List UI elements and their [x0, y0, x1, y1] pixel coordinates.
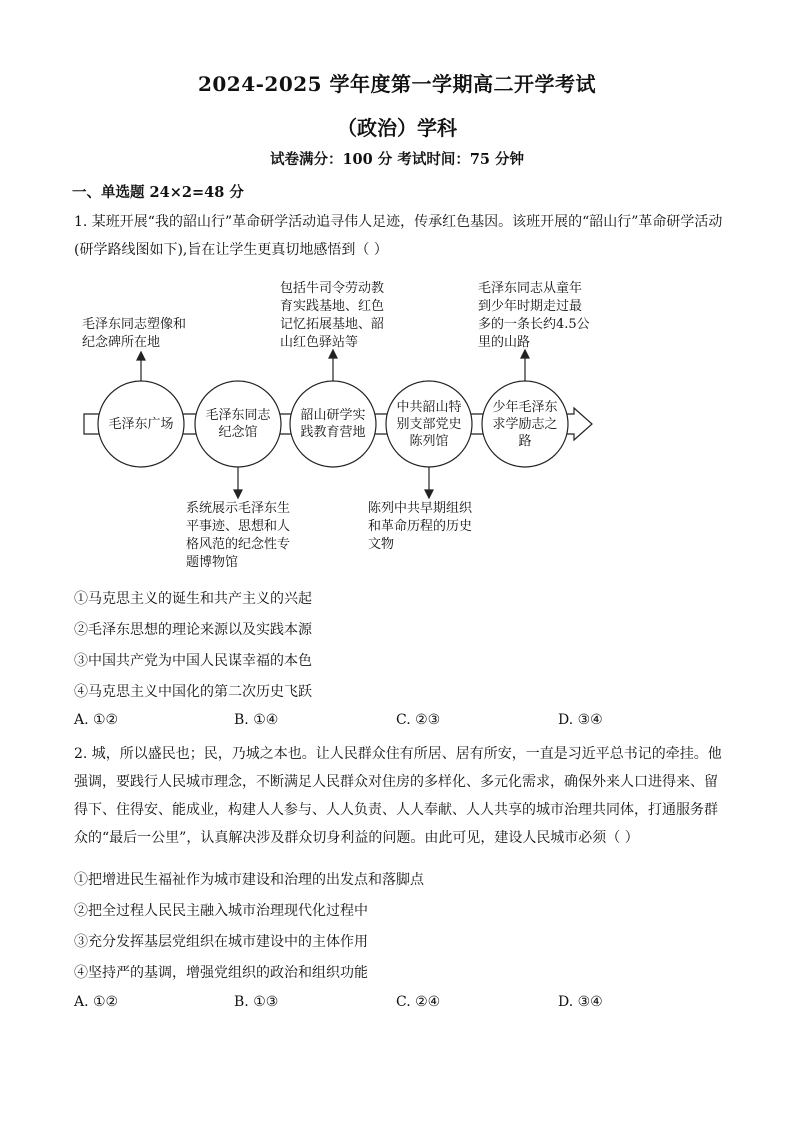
annotation-1: 毛泽东同志塑像和 纪念碑所在地: [82, 317, 187, 350]
q1-item-2: ②毛泽东思想的理论来源以及实践本源: [74, 622, 312, 638]
node-3: 韶山研学实 践教育营地: [300, 408, 366, 440]
route-diagram: [74, 280, 604, 570]
connector-2-head: [234, 490, 242, 498]
annotation-2: 系统展示毛泽东生 平事迹、思想和人 格风范的纪念性专 题博物馆: [186, 501, 291, 570]
q2-item-1: ①把增进民生福祉作为城市建设和治理的出发点和落脚点: [74, 872, 424, 888]
q2-option-c[interactable]: C. ②④: [396, 994, 441, 1010]
annotation-4: 陈列中共早期组织 和革命历程的历史 文物: [368, 501, 473, 552]
q1-option-c[interactable]: C. ②③: [396, 712, 441, 728]
node-2: 毛泽东同志 纪念馆: [205, 408, 271, 440]
connector-4-head: [425, 490, 433, 498]
q2-option-b[interactable]: B. ①③: [234, 994, 279, 1010]
q1-option-d[interactable]: D. ③④: [558, 712, 603, 728]
q2-item-4: ④坚持严的基调，增强党组织的政治和组织功能: [74, 965, 368, 981]
exam-title: 2024-2025 学年度第一学期高二开学考试: [197, 72, 597, 96]
q1-item-4: ④马克思主义中国化的第二次历史飞跃: [74, 684, 312, 700]
q2-item-3: ③充分发挥基层党组织在城市建设中的主体作用: [74, 934, 368, 950]
node-5: 少年毛泽东 求学励志之 路: [492, 399, 558, 449]
node-1: 毛泽东广场: [108, 416, 174, 432]
question-1-stem: 1. 某班开展“我的韶山行”革命研学活动追寻伟人足迹，传承红色基因。该班开展的“韶山行”革命研学活动(研学路线图如下),旨在让学生更真切地感悟到（ ）: [74, 214, 723, 258]
annotation-3: 包括牛司令劳动教 育实践基地、红色 记忆拓展基地、韶 山红色驿站等: [280, 281, 385, 350]
q1-option-b[interactable]: B. ①④: [234, 712, 279, 728]
exam-subject: （政治）学科: [337, 116, 457, 140]
q1-item-1: ①马克思主义的诞生和共产主义的兴起: [74, 591, 312, 607]
q2-option-d[interactable]: D. ③④: [558, 994, 603, 1010]
exam-meta: 试卷满分：100 分 考试时间：75 分钟: [269, 151, 525, 168]
connector-1-head: [137, 352, 145, 360]
section-title: 一、单选题 24×2=48 分: [72, 184, 244, 201]
q2-option-a[interactable]: A. ①②: [74, 994, 119, 1010]
annotation-5: 毛泽东同志从童年 到少年时期走过最 多的一条长约4.5公 里的山路: [478, 281, 590, 350]
q1-option-a[interactable]: A. ①②: [74, 712, 119, 728]
q2-item-2: ②把全过程人民民主融入城市治理现代化过程中: [74, 903, 368, 919]
q1-item-3: ③中国共产党为中国人民谋幸福的本色: [74, 653, 312, 669]
node-4: 中共韶山特 别支部党史 陈列馆: [396, 399, 462, 449]
question-2-stem: 2. 城，所以盛民也；民，乃城之本也。让人民群众住有所居、居有所安，一直是习近平总书记的牵挂。他强调，要践行人民城市理念，不断满足人民群众对住房的多样化、多元化需求，确保外来人口进得来、留得下、住得安、能成业，构建人人参与、人人负责、人人奉献、人人共享的城市治理共同体，打通服务群众的“最后一公里”，认真解决涉及群众切身利益的问题。由此可见，建设人民城市必须（ ）: [74, 746, 722, 846]
